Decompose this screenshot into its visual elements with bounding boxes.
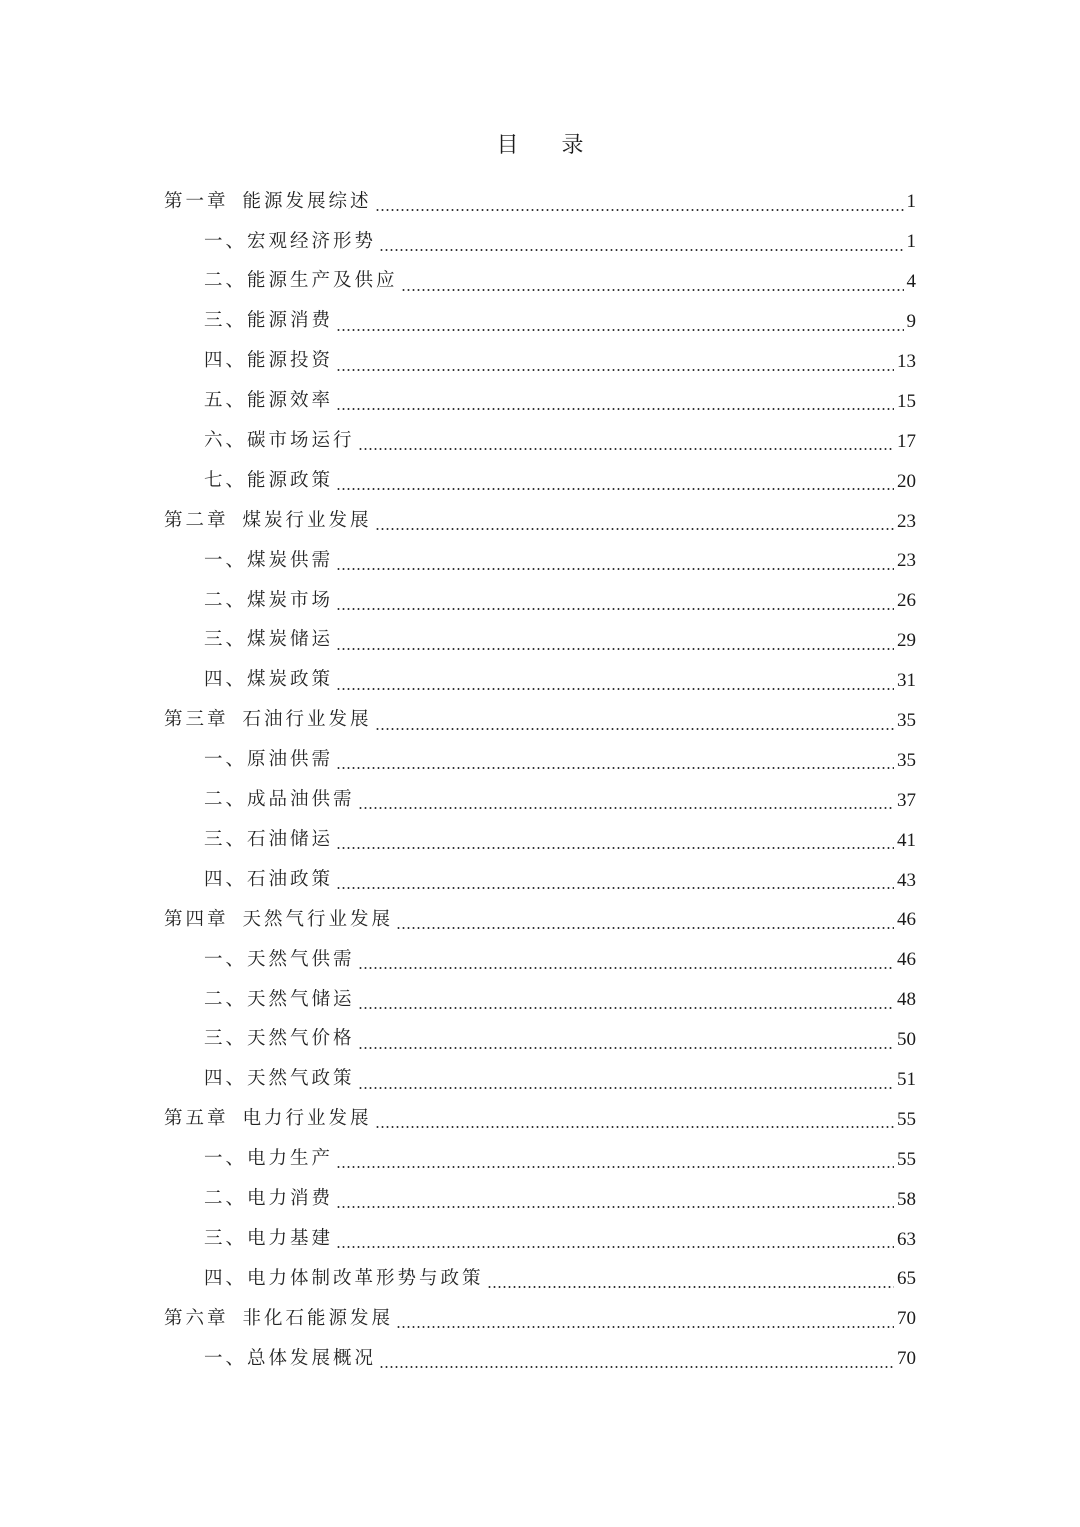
toc-chapter-title: 电力行业发展 <box>242 1108 372 1130</box>
toc-section-entry[interactable] <box>164 381 916 421</box>
toc-entry-label: 一、原油供需 <box>204 749 334 771</box>
toc-section-entry[interactable] <box>164 302 916 342</box>
toc-entry-label: 三、煤炭储运 <box>204 629 334 651</box>
toc-page-number: 31 <box>897 670 916 692</box>
toc-dot-leader <box>401 289 904 291</box>
toc-dot-leader <box>336 648 894 650</box>
toc-dot-leader <box>336 1206 894 1208</box>
toc-page-number: 17 <box>897 430 916 452</box>
toc-chapter-title: 石油行业发展 <box>242 709 372 731</box>
toc-dot-leader <box>336 408 894 410</box>
toc-entry-label: 四、煤炭政策 <box>204 669 334 691</box>
toc-dot-leader <box>336 488 894 490</box>
toc-dot-leader <box>487 1286 894 1288</box>
toc-entry-label: 二、天然气储运 <box>204 988 355 1010</box>
toc-section-entry[interactable] <box>164 1060 916 1100</box>
toc-entry-label: 一、总体发展概况 <box>204 1347 377 1369</box>
toc-entry-label <box>164 711 372 730</box>
table-of-contents <box>164 182 916 1379</box>
toc-dot-leader <box>375 1126 894 1128</box>
toc-chapter-title: 天然气行业发展 <box>242 908 394 930</box>
toc-chapter-number: 第三章 <box>164 709 229 731</box>
toc-entry-label: 三、石油储运 <box>204 828 334 850</box>
toc-dot-leader <box>336 767 894 769</box>
toc-dot-leader <box>358 807 894 809</box>
toc-entry-label: 四、石油政策 <box>204 868 334 890</box>
toc-page-number: 20 <box>897 470 916 492</box>
toc-entry-label: 四、天然气政策 <box>204 1068 355 1090</box>
toc-dot-leader <box>375 728 894 730</box>
toc-entry-label: 一、煤炭供需 <box>204 549 334 571</box>
toc-page-number: 9 <box>906 311 916 333</box>
toc-dot-leader <box>336 369 894 371</box>
toc-section-entry[interactable] <box>164 1219 916 1259</box>
toc-chapter-entry[interactable] <box>164 900 916 940</box>
toc-dot-leader <box>396 927 894 929</box>
toc-section-entry[interactable] <box>164 1339 916 1379</box>
toc-entry-label <box>164 1307 394 1329</box>
toc-chapter-number: 第六章 <box>164 1307 229 1329</box>
toc-entry-label: 二、能源生产及供应 <box>204 270 398 292</box>
toc-entry-label: 四、电力体制改革形势与政策 <box>204 1267 484 1289</box>
toc-chapter-entry[interactable] <box>164 701 916 741</box>
toc-section-entry[interactable] <box>164 780 916 820</box>
toc-page-number: 26 <box>897 590 916 612</box>
toc-page-number: 70 <box>897 1308 916 1330</box>
toc-dot-leader <box>358 967 894 969</box>
toc-dot-leader <box>396 1326 894 1328</box>
toc-entry-label: 二、成品油供需 <box>204 789 355 811</box>
toc-section-entry[interactable] <box>164 222 916 262</box>
toc-page-number: 1 <box>906 231 916 253</box>
toc-page-number: 4 <box>906 271 916 293</box>
toc-section-entry[interactable] <box>164 980 916 1020</box>
toc-entry-label: 三、电力基建 <box>204 1227 334 1249</box>
toc-entry-label: 三、能源消费 <box>204 310 334 332</box>
toc-chapter-number: 第二章 <box>164 509 229 531</box>
toc-chapter-entry[interactable] <box>164 1099 916 1139</box>
toc-dot-leader <box>336 847 894 849</box>
toc-section-entry[interactable] <box>164 661 916 701</box>
toc-chapter-entry[interactable] <box>164 501 916 541</box>
toc-page-number: 43 <box>897 869 916 891</box>
toc-dot-leader <box>358 1007 894 1009</box>
toc-chapter-entry[interactable] <box>164 182 916 222</box>
toc-page-number: 48 <box>897 989 916 1011</box>
toc-section-entry[interactable] <box>164 461 916 501</box>
toc-section-entry[interactable] <box>164 342 916 382</box>
toc-entry-label <box>164 1110 372 1129</box>
toc-dot-leader <box>358 448 894 450</box>
toc-entry-label: 一、宏观经济形势 <box>204 230 377 252</box>
toc-entry-label: 一、天然气供需 <box>204 948 355 970</box>
toc-dot-leader <box>336 568 894 570</box>
toc-page-number: 70 <box>897 1348 916 1370</box>
toc-dot-leader <box>336 608 894 610</box>
toc-section-entry[interactable] <box>164 1179 916 1219</box>
toc-section-entry[interactable] <box>164 940 916 980</box>
toc-page-number: 65 <box>897 1268 916 1290</box>
toc-dot-leader <box>336 1246 894 1248</box>
toc-entry-label: 一、电力生产 <box>204 1148 334 1170</box>
toc-section-entry[interactable] <box>164 581 916 621</box>
toc-entry-label: 四、能源投资 <box>204 350 334 372</box>
toc-page-number: 29 <box>897 630 916 652</box>
toc-dot-leader <box>379 1366 894 1368</box>
toc-page-number: 51 <box>897 1069 916 1091</box>
toc-section-entry[interactable] <box>164 262 916 302</box>
toc-section-entry[interactable] <box>164 1139 916 1179</box>
toc-entry-label: 三、天然气价格 <box>204 1028 355 1050</box>
toc-chapter-number: 第一章 <box>164 190 229 212</box>
toc-dot-leader <box>336 329 903 331</box>
toc-page-number: 50 <box>897 1029 916 1051</box>
toc-dot-leader <box>336 688 894 690</box>
toc-page-number: 23 <box>897 510 916 532</box>
toc-page-number: 35 <box>897 749 916 771</box>
toc-entry-label: 二、电力消费 <box>204 1187 334 1209</box>
toc-dot-leader <box>336 1166 894 1168</box>
toc-section-entry[interactable] <box>164 541 916 581</box>
toc-page-number: 55 <box>897 1108 916 1130</box>
toc-section-entry[interactable] <box>164 421 916 461</box>
toc-section-entry[interactable] <box>164 1020 916 1060</box>
toc-dot-leader <box>336 887 894 889</box>
toc-entry-label: 二、煤炭市场 <box>204 589 334 611</box>
toc-entry-label: 五、能源效率 <box>204 390 334 412</box>
toc-page-number: 13 <box>897 351 916 372</box>
toc-section-entry[interactable] <box>164 860 916 900</box>
toc-page-number: 58 <box>897 1188 916 1210</box>
toc-page-number: 55 <box>897 1148 916 1170</box>
toc-entry-label: 六、碳市场运行 <box>204 430 355 452</box>
toc-chapter-title: 非化石能源发展 <box>242 1307 394 1329</box>
toc-section-entry[interactable] <box>164 621 916 661</box>
toc-dot-leader <box>375 528 894 530</box>
toc-page-number: 46 <box>897 949 916 971</box>
toc-entry-label: 七、能源政策 <box>204 469 334 491</box>
toc-page-number: 23 <box>897 550 916 572</box>
toc-chapter-title: 煤炭行业发展 <box>242 509 372 531</box>
toc-chapter-title: 能源发展综述 <box>242 190 372 212</box>
toc-section-entry[interactable] <box>164 740 916 780</box>
toc-chapter-entry[interactable] <box>164 1299 916 1339</box>
page-title: 目 录 <box>496 133 602 158</box>
toc-chapter-number: 第五章 <box>164 1108 229 1130</box>
toc-page-number: 63 <box>897 1228 916 1250</box>
toc-chapter-number: 第四章 <box>164 908 229 930</box>
toc-dot-leader <box>375 209 904 211</box>
toc-page-number: 15 <box>897 390 916 412</box>
toc-entry-label <box>164 509 372 531</box>
toc-entry-label <box>164 908 394 930</box>
toc-section-entry[interactable] <box>164 1259 916 1299</box>
toc-page-number: 46 <box>897 909 916 931</box>
toc-section-entry[interactable] <box>164 820 916 860</box>
toc-dot-leader <box>358 1047 894 1049</box>
toc-page-number: 1 <box>906 191 916 213</box>
toc-page-number: 41 <box>897 829 916 851</box>
toc-page-number: 35 <box>897 710 916 732</box>
toc-dot-leader <box>379 249 903 251</box>
toc-dot-leader <box>358 1087 894 1089</box>
toc-entry-label <box>164 190 372 212</box>
toc-page-number: 37 <box>897 789 916 811</box>
